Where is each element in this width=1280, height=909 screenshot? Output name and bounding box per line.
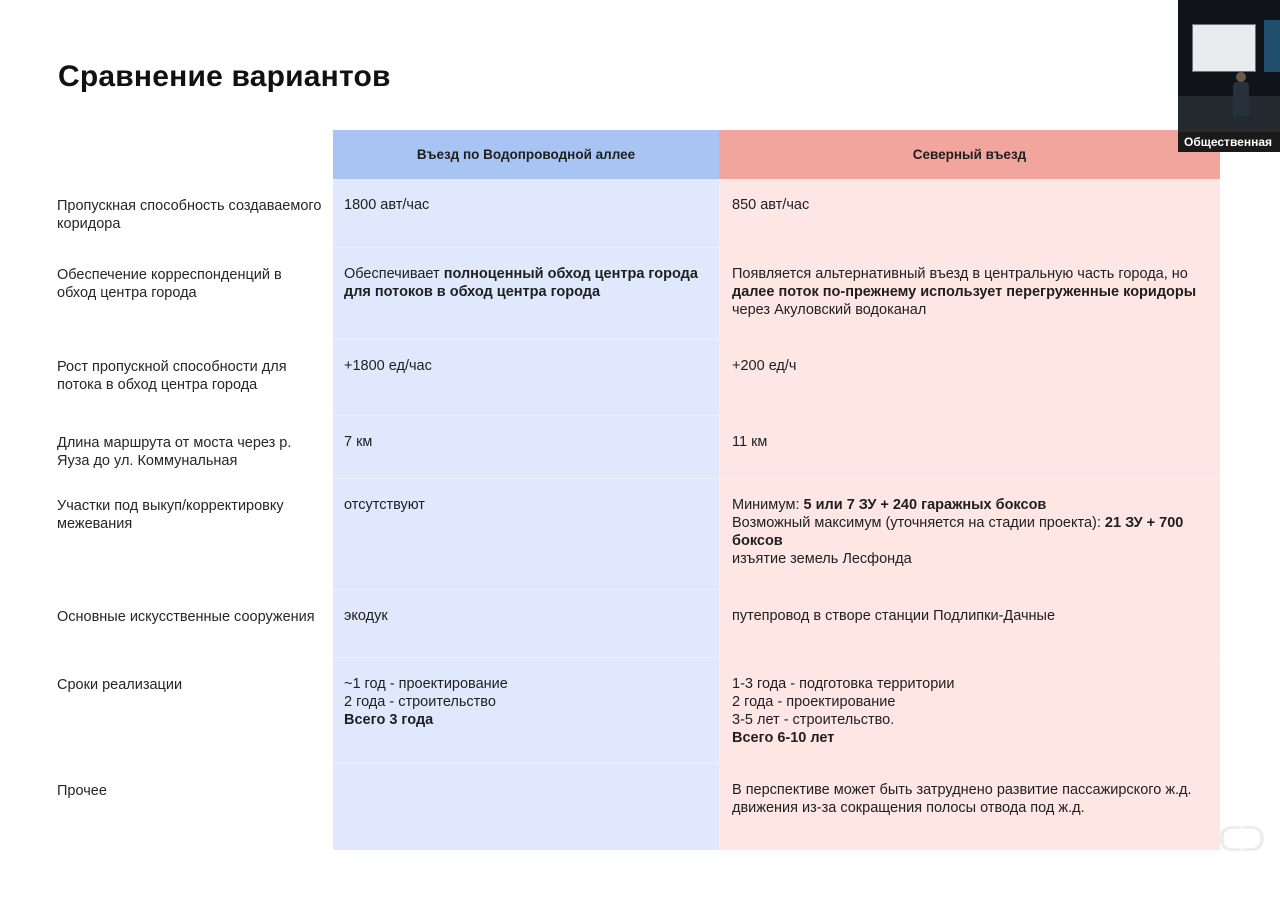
cell-line	[732, 265, 1210, 319]
cell-line	[344, 693, 709, 711]
row-label: Обеспечение корреспонденций в обход центра города	[57, 267, 282, 301]
column-header-vodoprovodnaya: Въезд по Водопроводной аллее	[333, 130, 719, 179]
cell-line	[344, 496, 709, 514]
cell-text: Обеспечивает	[344, 266, 444, 282]
slide-title: Сравнение вариантов	[58, 60, 391, 93]
cell-text: 7 км	[344, 434, 373, 450]
cell-line	[732, 196, 1210, 214]
cell-line	[732, 357, 1210, 375]
column-header-north-entrance: Северный въезд	[719, 130, 1220, 179]
cell-line	[732, 433, 1210, 451]
cell-line	[344, 196, 709, 214]
cell-text: 11 км	[732, 434, 768, 450]
bold-text: 5 или 7 ЗУ + 240 гаражных боксов	[803, 497, 1047, 513]
cell-line	[732, 675, 1210, 693]
cell-text: 2 года - строительство	[344, 694, 496, 710]
cell-text: +1800 ед/час	[344, 358, 432, 374]
watermark-logo: ᑕᑐ	[1218, 820, 1264, 860]
bold-text: полноценный обход центра города для потоков в обход центра города	[344, 266, 698, 300]
cell-text: путепровод в створе станции Подлипки-Дачные	[732, 608, 1056, 624]
cell-vodoprovodnaya	[333, 590, 719, 658]
cell-north-entrance	[719, 248, 1220, 340]
cell-line	[732, 496, 1210, 514]
webcam-overlay	[1178, 0, 1280, 152]
bold-text: 21 ЗУ + 700 боксов	[732, 515, 1184, 549]
cell-north-entrance	[719, 479, 1220, 590]
cell-north-entrance	[719, 179, 1220, 248]
cell-text: ~1 год - проектирование	[344, 676, 508, 692]
cell-text: через Акуловский водоканал	[732, 302, 927, 318]
cell-vodoprovodnaya	[333, 340, 719, 416]
comparison-table	[48, 130, 1220, 850]
cell-line	[344, 433, 709, 451]
cell-north-entrance	[719, 590, 1220, 658]
cell-vodoprovodnaya	[333, 416, 719, 479]
cell-text: Минимум:	[732, 497, 804, 513]
webcam-speaker-body	[1233, 82, 1249, 116]
cell-line	[732, 729, 1210, 747]
cell-text: +200 ед/ч	[732, 358, 797, 374]
cell-line	[732, 607, 1210, 625]
row-label: Рост пропускной способности для потока в обход центра города	[57, 359, 287, 393]
cell-text: Появляется альтернативный въезд в центральную часть города, но	[732, 266, 1188, 282]
cell-line	[344, 607, 709, 625]
row-label: Сроки реализации	[57, 677, 183, 693]
cell-line	[344, 265, 709, 301]
cell-line	[732, 514, 1210, 550]
row-label: Пропускная способность создаваемого коридора	[57, 198, 322, 232]
webcam-label: Общественная	[1178, 132, 1280, 152]
cell-text: изъятие земель Лесфонда	[732, 551, 912, 567]
cell-vodoprovodnaya	[333, 479, 719, 590]
cell-line	[732, 550, 1210, 568]
cell-north-entrance	[719, 416, 1220, 479]
row-label: Основные искусственные сооружения	[57, 609, 315, 625]
bold-text: Всего 6-10 лет	[732, 730, 835, 746]
cell-line	[732, 711, 1210, 729]
cell-north-entrance	[719, 658, 1220, 764]
cell-text: отсутствуют	[344, 497, 425, 513]
cell-text: экодук	[344, 608, 388, 624]
bold-text: Всего 3 года	[344, 712, 434, 728]
row-label: Длина маршрута от моста через р. Яуза до ул. Коммунальная	[57, 435, 292, 469]
cell-line	[732, 781, 1210, 817]
row-label: Участки под выкуп/корректировку межевания	[57, 498, 284, 532]
cell-vodoprovodnaya	[333, 764, 719, 850]
bold-text: далее поток по-прежнему использует перегруженные коридоры	[732, 284, 1197, 300]
webcam-speaker-head	[1236, 72, 1246, 82]
cell-line	[344, 675, 709, 693]
cell-text: 2 года - проектирование	[732, 694, 896, 710]
table-corner	[48, 130, 333, 179]
cell-vodoprovodnaya	[333, 248, 719, 340]
cell-north-entrance	[719, 340, 1220, 416]
cell-text: 1-3 года - подготовка территории	[732, 676, 955, 692]
cell-text: Возможный максимум (уточняется на стадии проекта):	[732, 515, 1105, 531]
cell-line	[344, 357, 709, 375]
row-label: Прочее	[57, 783, 107, 799]
cell-line	[344, 711, 709, 729]
cell-line	[732, 693, 1210, 711]
webcam-projector-screen	[1192, 24, 1256, 72]
cell-text: 3-5 лет - строительство.	[732, 712, 895, 728]
cell-vodoprovodnaya	[333, 658, 719, 764]
cell-vodoprovodnaya	[333, 179, 719, 248]
cell-text: В перспективе может быть затруднено развитие пассажирского ж.д. движения из-за сокращения полосы отвода под ж.д.	[732, 782, 1192, 816]
cell-text: 850 авт/час	[732, 197, 810, 213]
webcam-stage	[1178, 96, 1280, 132]
cell-north-entrance	[719, 764, 1220, 850]
webcam-side-screen	[1264, 20, 1280, 72]
cell-text: 1800 авт/час	[344, 197, 430, 213]
